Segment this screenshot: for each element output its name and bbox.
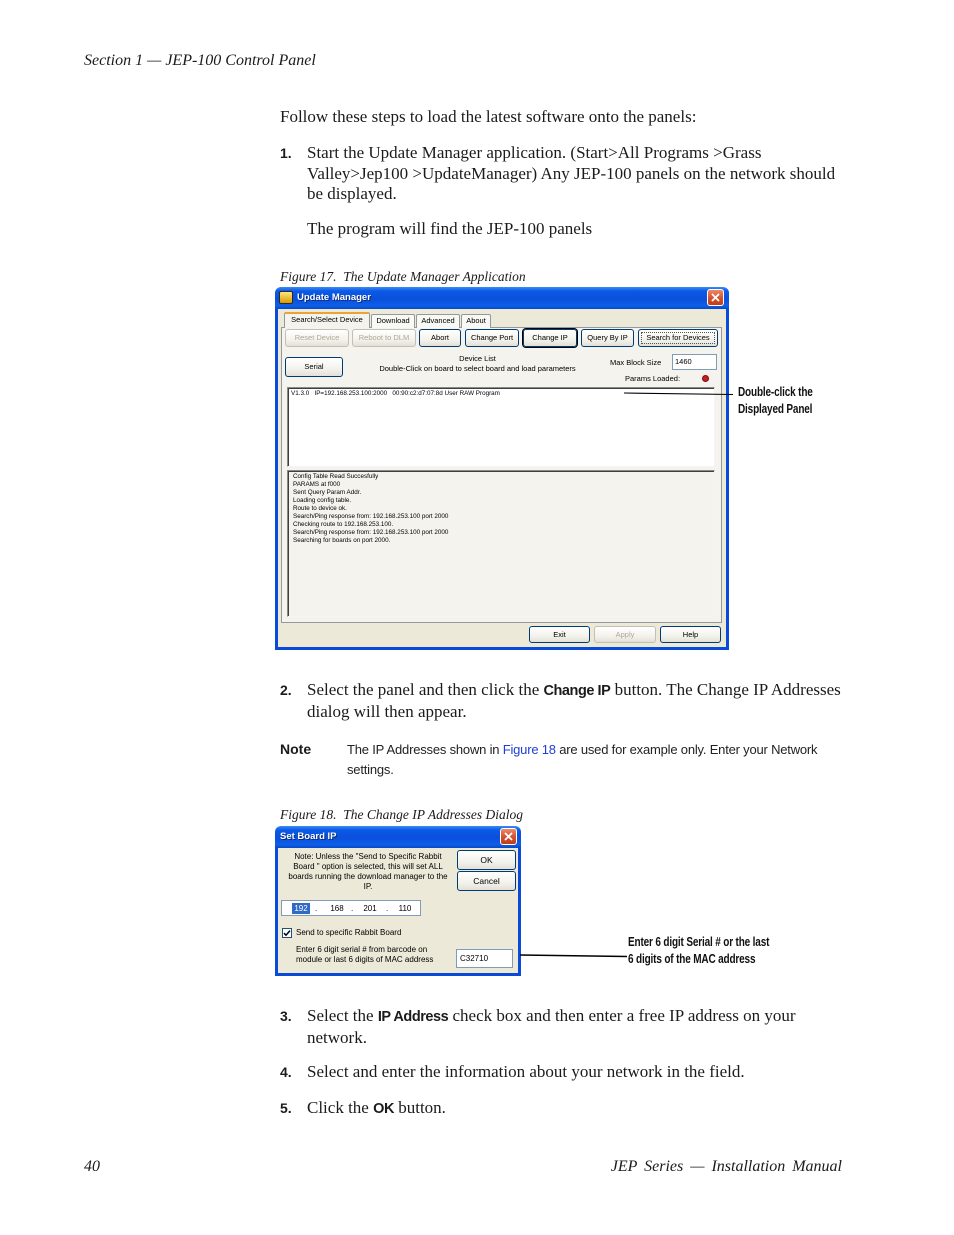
note-text-before: The IP Addresses shown in xyxy=(347,742,503,757)
step-3-number: 3. xyxy=(280,1008,292,1024)
log-lines xyxy=(293,473,448,545)
log-line: PARAMS at f000 xyxy=(293,481,341,488)
max-block-size-value: 1460 xyxy=(675,357,692,366)
ip-octet-4: 110 xyxy=(398,904,412,913)
note-text-after: are used for example only. Enter your Network settings. xyxy=(347,742,818,777)
log-line: Route to device ok. xyxy=(293,505,347,512)
step-1-number: 1. xyxy=(280,145,292,161)
device-list-header xyxy=(355,354,600,374)
step-3-text-after: check box and then enter a free IP address on your network. xyxy=(307,1006,796,1047)
serial-number-input xyxy=(456,949,513,968)
note-label: Note xyxy=(280,741,312,757)
figure-18-link[interactable]: Figure 18 xyxy=(502,742,556,757)
step-4-number: 4. xyxy=(280,1064,292,1080)
serial-hint xyxy=(296,945,433,965)
device-list-label: Device List xyxy=(459,354,496,363)
set-board-ip-window xyxy=(275,826,521,976)
log-line: Searching for boards on port 2000. xyxy=(293,537,391,544)
callout-serial-line-1: Enter 6 digit Serial # or the last xyxy=(628,935,770,949)
log-line: Search/Ping response from: 192.168.253.100 port 2000 xyxy=(293,529,449,536)
log-line: Config Table Read Succesfully xyxy=(293,473,379,480)
step-3-term: IP Address xyxy=(377,1009,449,1025)
ip-octet-2: 168 xyxy=(330,904,344,913)
set-board-ip-note-line: Note: Unless the "Send to Specific Rabbit xyxy=(294,852,442,861)
set-board-ip-note-line: Board " option is selected, this will set ALL xyxy=(293,862,443,871)
callout-serial-line-2: 6 digits of the MAC address xyxy=(628,952,756,966)
step-5-number: 5. xyxy=(280,1100,292,1116)
update-manager-window xyxy=(275,287,729,650)
step-5-term: OK xyxy=(373,1101,394,1117)
note-body xyxy=(347,740,822,779)
step-2-text-after: button. The Change IP Addresses dialog will then appear. xyxy=(307,680,841,721)
footer-title: JEP Series — Installation Manual xyxy=(610,1158,842,1175)
ip-dot: . xyxy=(386,904,389,913)
checkmark-icon xyxy=(283,929,291,937)
callout-double-click-line-1: Double-click the xyxy=(738,385,813,399)
close-icon xyxy=(500,828,517,845)
step-2-text xyxy=(307,680,847,722)
serial-hint-line: module or last 6 digits of MAC address xyxy=(296,955,434,964)
log-line: Search/Ping response from: 192.168.253.100 port 2000 xyxy=(293,513,449,520)
step-5-text xyxy=(307,1098,446,1120)
max-block-size-label: Max Block Size xyxy=(610,358,662,367)
apply-button: Apply xyxy=(594,626,656,643)
set-board-ip-note-line: IP. xyxy=(363,882,373,891)
set-board-ip-note xyxy=(280,852,456,892)
step-1-followup: The program will find the JEP-100 panels xyxy=(307,219,593,238)
step-3-text-before: Select the xyxy=(307,1006,378,1025)
reboot-to-dlm-button: Reboot to DLM xyxy=(352,329,416,347)
set-board-ip-note-line: boards running the download manager to the xyxy=(288,872,448,881)
log-box xyxy=(287,470,715,617)
tab-advanced: Advanced xyxy=(416,314,460,328)
reset-device-button: Reset Device xyxy=(285,329,349,347)
log-line: Checking route to 192.168.253.100. xyxy=(293,521,394,528)
ip-octet-3: 201 xyxy=(363,904,377,913)
params-loaded-indicator-icon xyxy=(703,376,708,381)
cancel-button: Cancel xyxy=(457,871,516,891)
step-2-term: Change IP xyxy=(543,683,611,699)
serial-number-value: C32710 xyxy=(460,954,489,963)
set-board-ip-title: Set Board IP xyxy=(280,831,337,842)
step-5-text-before: Click the xyxy=(307,1098,374,1117)
tab-search-select-device: Search/Select Device xyxy=(284,312,370,328)
app-icon xyxy=(279,291,293,304)
ok-button: OK xyxy=(457,850,516,870)
help-button: Help xyxy=(660,626,721,643)
log-line: Loading config table. xyxy=(293,497,352,504)
figure-18-caption: Figure 18. The Change IP Addresses Dialog xyxy=(280,807,523,822)
close-icon xyxy=(707,289,724,306)
change-ip-button: Change IP xyxy=(523,329,577,347)
step-5-text-after: button. xyxy=(393,1098,446,1117)
device-list-hint: Double-Click on board to select board and load parameters xyxy=(379,364,576,373)
tab-about: About xyxy=(461,314,491,328)
update-manager-title: Update Manager xyxy=(297,292,371,303)
exit-button: Exit xyxy=(529,626,590,643)
callout-double-click xyxy=(738,384,813,418)
callout-line-serial xyxy=(520,955,627,957)
ip-octet-1: 192 xyxy=(292,903,310,914)
step-3-text xyxy=(307,1006,847,1048)
serial-button: Serial xyxy=(285,357,343,377)
step-1-text: Start the Update Manager application. (Start>All Programs >Grass Valley>Jep100 >UpdateManager) Any JEP-100 panels on the network should be displayed. xyxy=(307,143,836,203)
send-to-specific-board-checkbox xyxy=(282,928,292,938)
tab-download: Download xyxy=(371,314,415,328)
running-header: Section 1 — JEP-100 Control Panel xyxy=(84,52,316,69)
ip-dot: . xyxy=(351,904,354,913)
abort-button: Abort xyxy=(419,329,461,347)
device-list-box xyxy=(287,387,715,467)
send-to-specific-board-label: Send to specific Rabbit Board xyxy=(296,928,402,937)
search-for-devices-button: Search for Devices xyxy=(638,329,718,347)
step-2-text-before: Select the panel and then click the xyxy=(307,680,544,699)
step-4-text: Select and enter the information about your network in the field. xyxy=(307,1062,745,1081)
ip-address-field xyxy=(281,900,421,916)
figure-17-caption: Figure 17. The Update Manager Application xyxy=(280,269,526,284)
serial-hint-line: Enter 6 digit serial # from barcode on xyxy=(296,945,428,954)
device-row: V1.3.0 IP=192.168.253.100:2000 00:90:c2:d7:07:8d User RAW Program xyxy=(291,390,500,397)
change-port-button: Change Port xyxy=(465,329,519,347)
params-loaded-label: Params Loaded: xyxy=(625,374,681,383)
page-number: 40 xyxy=(84,1158,100,1175)
query-by-ip-button: Query By IP xyxy=(581,329,634,347)
intro-paragraph: Follow these steps to load the latest software onto the panels: xyxy=(280,107,697,126)
ip-dot: . xyxy=(315,904,318,913)
max-block-size-input xyxy=(672,354,717,370)
step-2-number: 2. xyxy=(280,682,292,698)
log-line: Sent Query Param Addr. xyxy=(293,489,362,496)
callout-serial xyxy=(628,934,769,968)
callout-double-click-line-2: Displayed Panel xyxy=(738,402,813,416)
